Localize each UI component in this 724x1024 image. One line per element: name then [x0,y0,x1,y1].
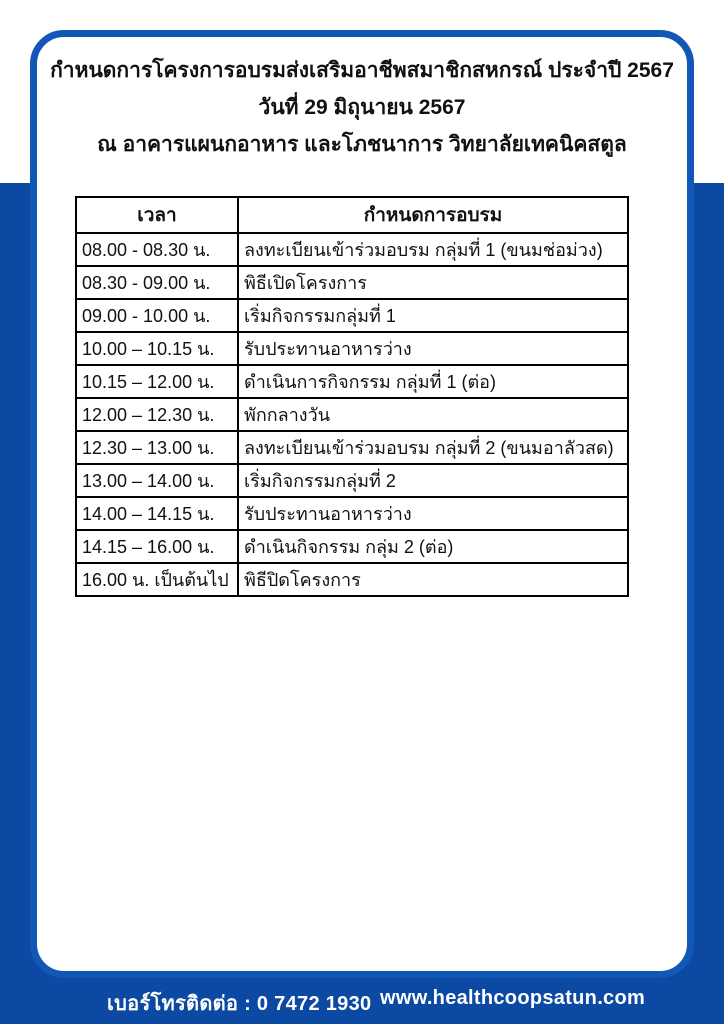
activity-cell: ดำเนินการกิจกรรม กลุ่มที่ 1 (ต่อ) [238,365,628,398]
table-row [76,530,628,563]
time-column-header: เวลา [76,197,238,233]
table-row [76,233,628,266]
table-row [76,266,628,299]
schedule-table [75,196,629,597]
time-cell: 09.00 - 10.00 น. [76,299,238,332]
table-row [76,299,628,332]
contact-phone: เบอร์โทรติดต่อ : 0 7472 1930 [107,993,372,1015]
activity-cell: พิธีปิดโครงการ [238,563,628,596]
activity-cell: เริ่มกิจกรรมกลุ่มที่ 1 [238,299,628,332]
activity-cell: ดำเนินกิจกรรม กลุ่ม 2 (ต่อ) [238,530,628,563]
time-cell: 14.00 – 14.15 น. [76,497,238,530]
time-cell: 14.15 – 16.00 น. [76,530,238,563]
activity-cell: พักกลางวัน [238,398,628,431]
activity-cell: เริ่มกิจกรรมกลุ่มที่ 2 [238,464,628,497]
poster-date: วันที่ 29 มิถุนายน 2567 [258,96,466,120]
table-row [76,497,628,530]
agenda-column-header: กำหนดการอบรม [238,197,628,233]
poster-card [30,30,694,978]
table-row [76,332,628,365]
time-cell: 10.15 – 12.00 น. [76,365,238,398]
poster-header [37,59,687,170]
poster-title: กำหนดการโครงการอบรมส่งเสริมอาชีพสมาชิกสหกรณ์ ประจำปี 2567 [50,59,674,82]
time-cell: 10.00 – 10.15 น. [76,332,238,365]
table-row [76,431,628,464]
activity-cell: ลงทะเบียนเข้าร่วมอบรม กลุ่มที่ 1 (ขนมช่อม่วง) [238,233,628,266]
time-cell: 12.00 – 12.30 น. [76,398,238,431]
activity-cell: ลงทะเบียนเข้าร่วมอบรม กลุ่มที่ 2 (ขนมอาลัวสด) [238,431,628,464]
time-cell: 08.30 - 09.00 น. [76,266,238,299]
poster-venue: ณ อาคารแผนกอาหาร และโภชนาการ วิทยาลัยเทคนิคสตูล [97,133,627,157]
activity-cell: รับประทานอาหารว่าง [238,332,628,365]
activity-cell: พิธีเปิดโครงการ [238,266,628,299]
schedule-body [76,233,628,596]
time-cell: 08.00 - 08.30 น. [76,233,238,266]
header-row [76,197,628,233]
time-cell: 13.00 – 14.00 น. [76,464,238,497]
website-url: www.healthcoopsatun.com [380,987,646,1009]
time-cell: 12.30 – 13.00 น. [76,431,238,464]
table-row [76,563,628,596]
time-cell: 16.00 น. เป็นต้นไป [76,563,238,596]
schedule-table-head [76,197,628,233]
table-row [76,398,628,431]
activity-cell: รับประทานอาหารว่าง [238,497,628,530]
table-row [76,365,628,398]
table-row [76,464,628,497]
